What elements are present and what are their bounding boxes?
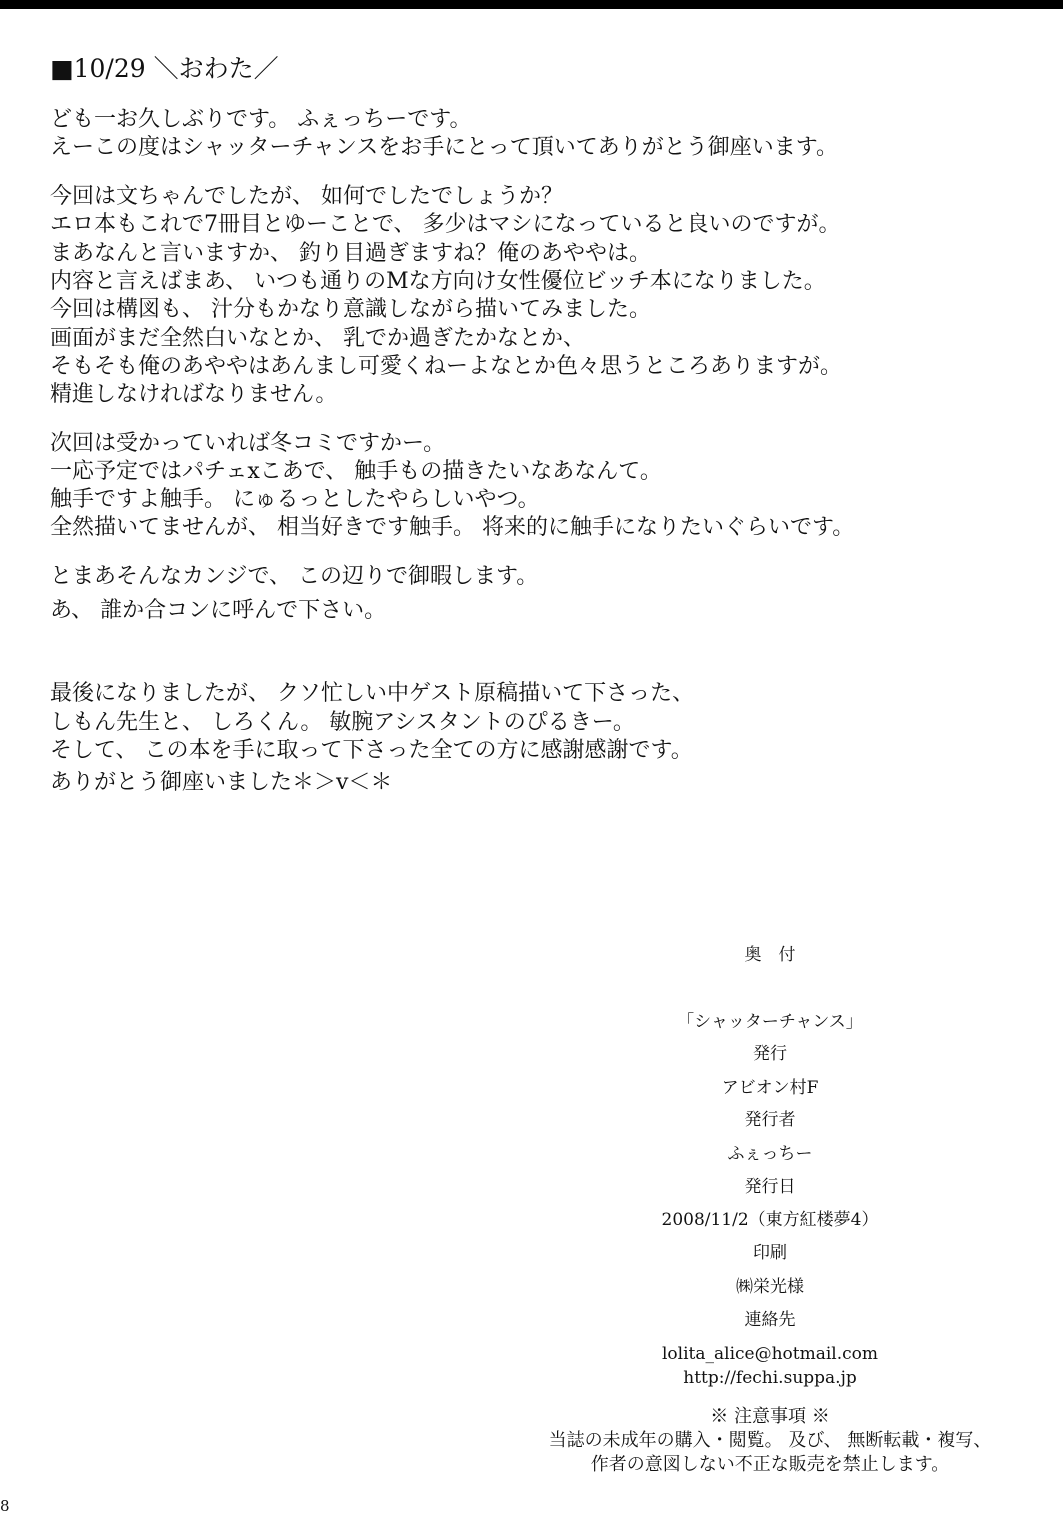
colophon-publisher-label: 発行 xyxy=(753,1044,787,1064)
afterword-line: 画面がまだ全然白いなとか、 乳でか過ぎたかなとか、 xyxy=(50,326,585,351)
colophon-title: 奥 付 xyxy=(744,945,796,965)
afterword-line: そして、 この本を手に取って下さった全ての方に感謝感謝です。 xyxy=(50,738,693,763)
colophon-author-label: 発行者 xyxy=(744,1110,796,1130)
afterword-line: 今回は文ちゃんでしたが、 如何でしたでしょうか？ xyxy=(50,184,563,209)
notice-line: 当誌の未成年の購入・閲覧。 及び、 無断転載・複写、 xyxy=(548,1430,992,1451)
top-border xyxy=(0,0,1063,9)
colophon-author: ふぇっちー xyxy=(727,1144,813,1164)
afterword-line: 触手ですよ触手。 にゅるっとしたやらしいやつ。 xyxy=(50,487,540,512)
afterword-heading: ■10/29 ＼おわた／ xyxy=(50,54,279,83)
afterword-line: とまあそんなカンジで、 この辺りで御暇します。 xyxy=(50,564,539,589)
afterword-line: 次回は受かっていれば冬コミですかー。 xyxy=(50,431,446,456)
afterword-line: 精進しなければなりません。 xyxy=(50,382,338,407)
afterword-line: 内容と言えばまあ、 いつも通りのMな方向け女性優位ビッチ本になりました。 xyxy=(50,269,826,294)
afterword-line: ども一お久しぶりです。 ふぇっちーです。 xyxy=(50,107,472,132)
afterword-line: そもそも俺のあややはあんまし可愛くねーよなとか色々思うところありますが。 xyxy=(50,354,843,379)
page-number: 8 xyxy=(0,1497,10,1515)
colophon-printer-label: 印刷 xyxy=(753,1243,787,1263)
notice-line: 作者の意図しない不正な販売を禁止します。 xyxy=(590,1454,950,1475)
afterword-line: えーこの度はシャッターチャンスをお手にとって頂いてありがとう御座います。 xyxy=(50,135,839,160)
colophon-publisher: アビオン村F xyxy=(721,1078,819,1098)
colophon-date-label: 発行日 xyxy=(744,1177,796,1197)
colophon-contact-label: 連絡先 xyxy=(744,1310,796,1330)
colophon-url: http://fechi.suppa.jp xyxy=(683,1368,857,1388)
afterword-line: ありがとう御座いました＊＞v＜＊ xyxy=(50,770,393,795)
colophon-email: lolita_alice@hotmail.com xyxy=(661,1344,879,1364)
afterword-line: 最後になりましたが、 クソ忙しい中ゲスト原稿描いて下さった、 xyxy=(50,681,695,706)
afterword-line: 全然描いてませんが、 相当好きです触手。 将来的に触手になりたいぐらいです。 xyxy=(50,515,855,540)
afterword-line: しもん先生と、 しろくん。 敏腕アシスタントのぴるきー。 xyxy=(50,710,635,735)
afterword-line: エロ本もこれで7冊目とゆーことで、 多少はマシになっていると良いのですが。 xyxy=(50,212,841,237)
afterword-line: あ、 誰か合コンに呼んで下さい。 xyxy=(50,598,387,623)
colophon-printer: ㈱栄光様 xyxy=(736,1277,804,1297)
afterword-line: 今回は構図も、 汁分もかなり意識しながら描いてみました。 xyxy=(50,297,651,322)
notice-title: ※ 注意事項 ※ xyxy=(710,1406,830,1427)
afterword-line: 一応予定ではパチェxこあで、 触手もの描きたいなあなんて。 xyxy=(50,459,662,484)
colophon-book-title: 「シャッターチャンス」 xyxy=(677,1012,863,1032)
colophon-date: 2008/11/2（東方紅楼夢4） xyxy=(661,1210,879,1230)
afterword-line: まあなんと言いますか、 釣り目過ぎますね？俺のあややは。 xyxy=(50,241,651,266)
